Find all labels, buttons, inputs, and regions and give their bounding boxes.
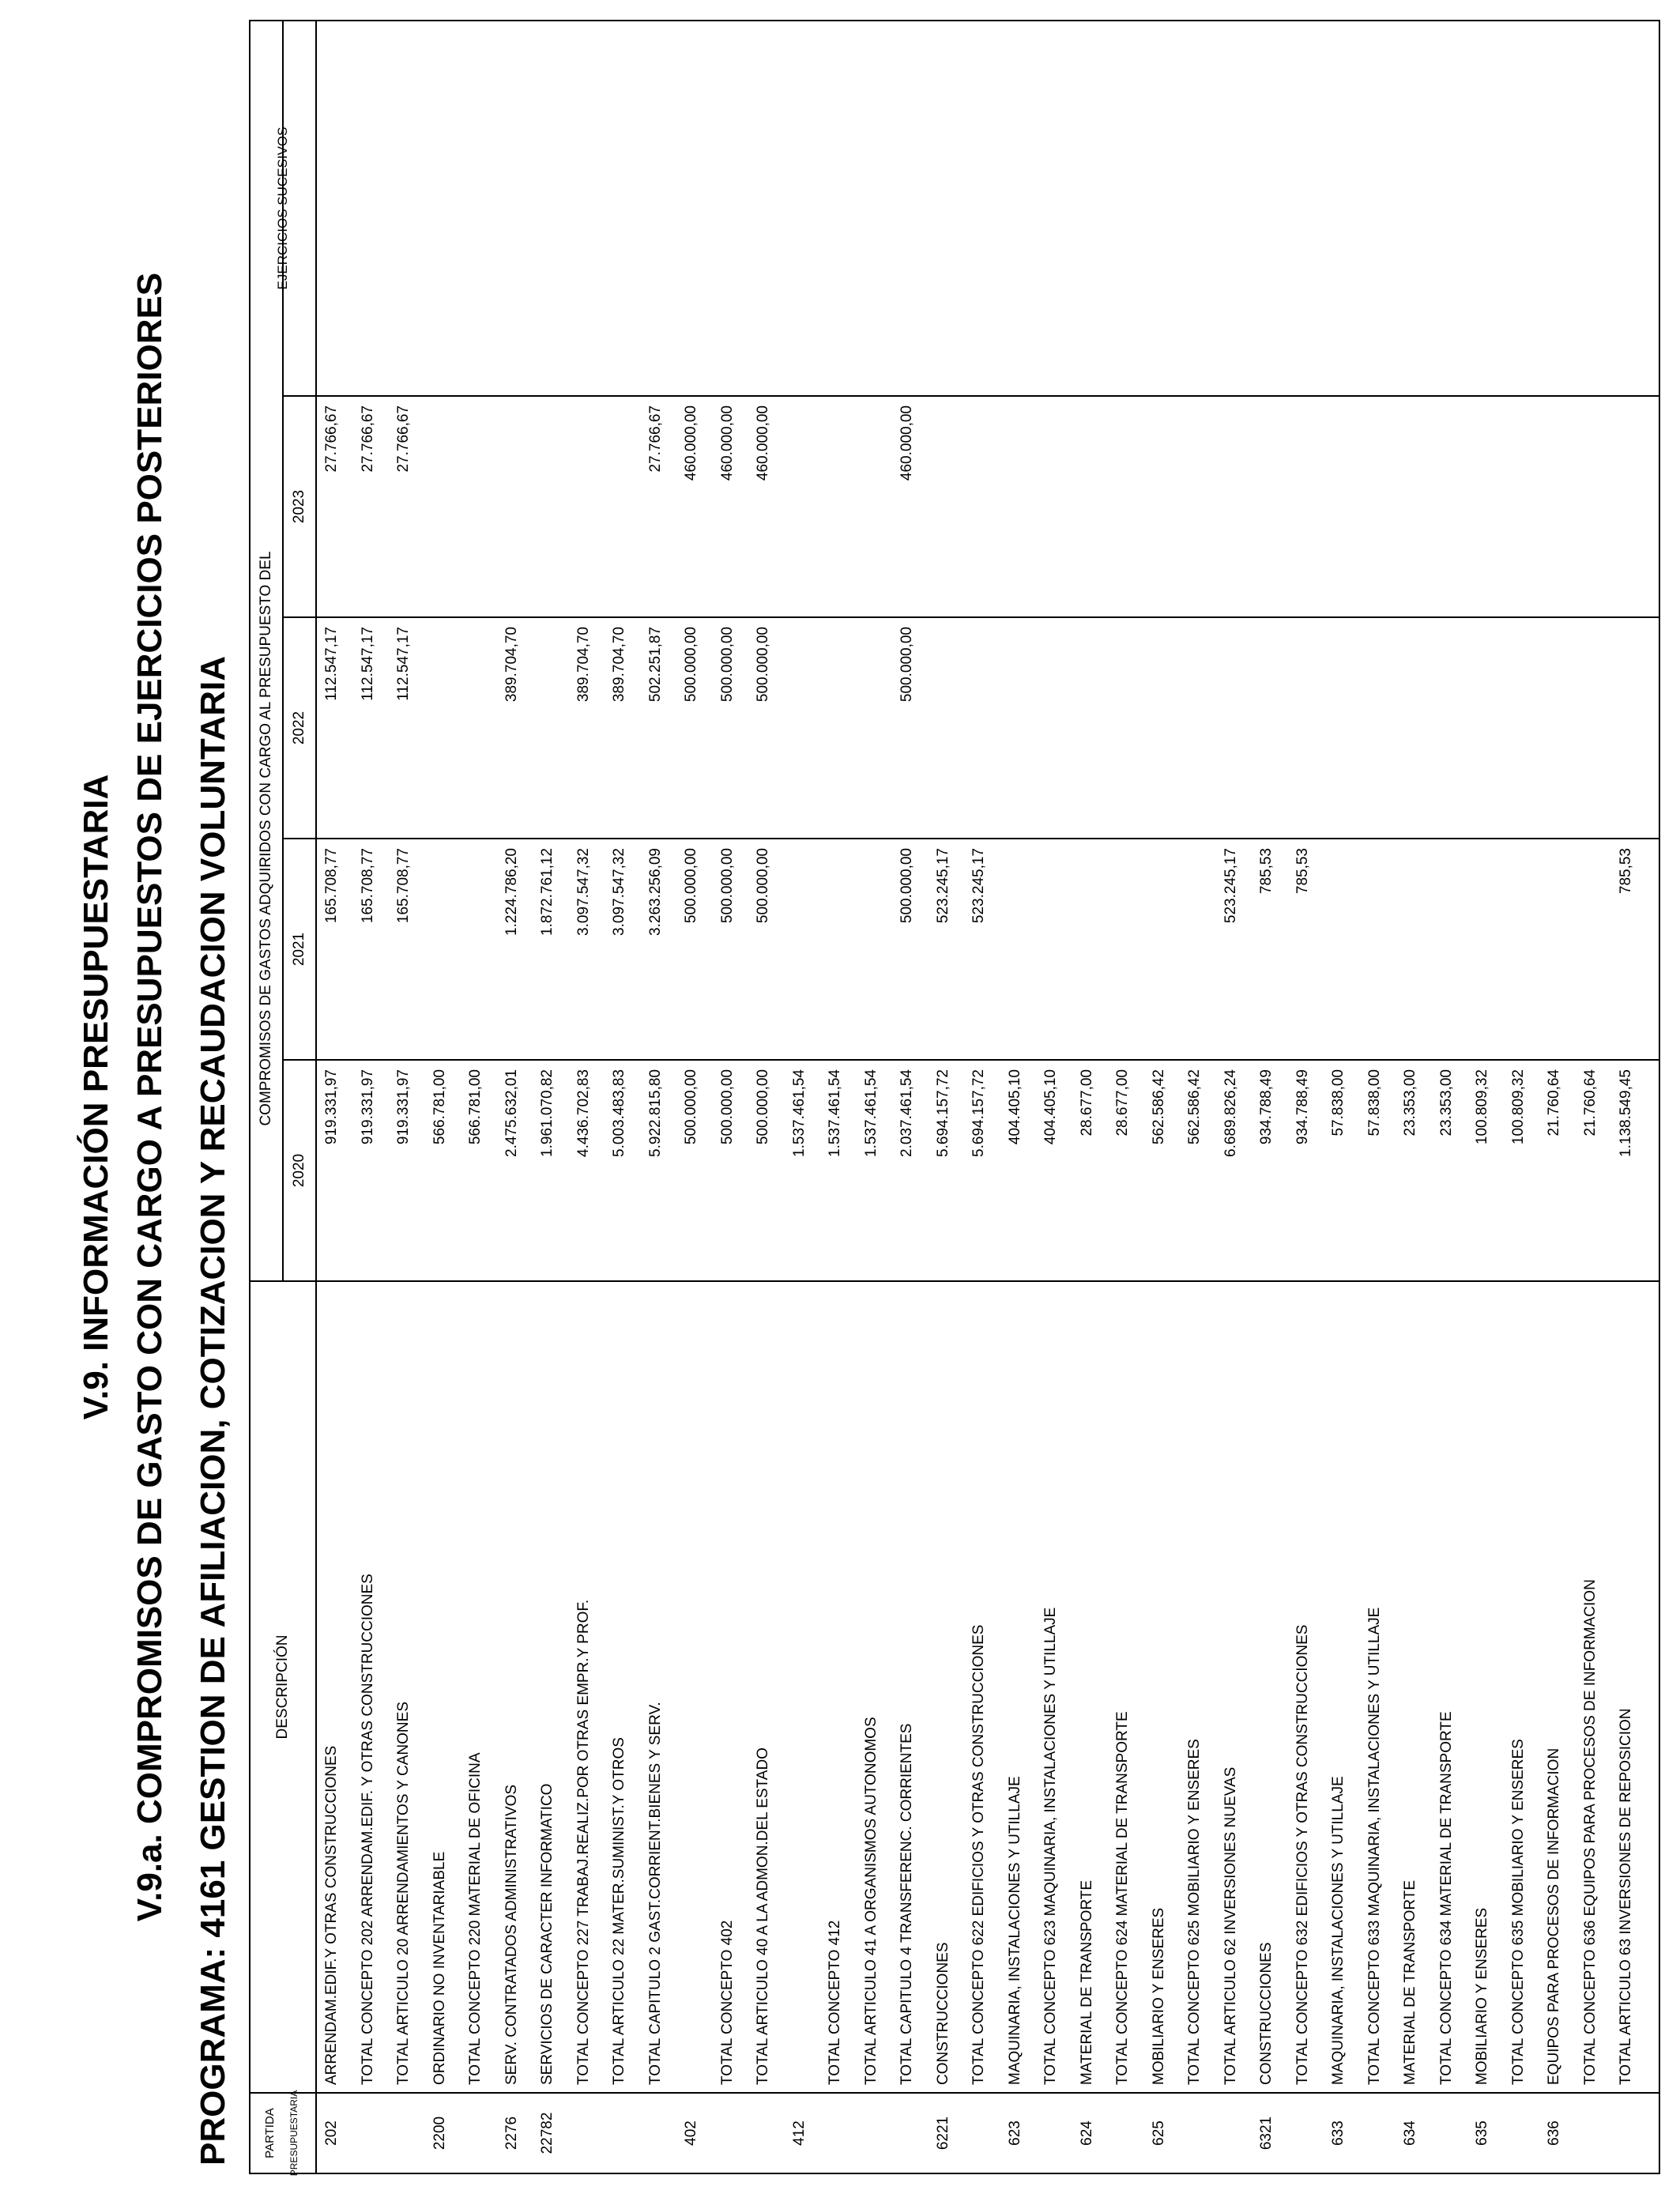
cell-v2020: 500.000,00 (755, 1069, 771, 1145)
cell-v2021: 500.000,00 (898, 848, 915, 924)
cell-descripcion: CONSTRUCCIONES (934, 1942, 951, 2085)
cell-partida: 202 (323, 2120, 340, 2146)
cell-v2020: 1.961.070,82 (539, 1069, 556, 1157)
cell-partida: 6321 (1258, 2116, 1275, 2151)
cell-descripcion: MATERIAL DE TRANSPORTE (1402, 1879, 1418, 2085)
header-2023: 2023 (291, 489, 307, 524)
cell-v2020: 23.353,00 (1402, 1069, 1418, 1137)
cell-descripcion: TOTAL CONCEPTO 633 MAQUINARIA, INSTALACIONES Y UTILLAJE (1365, 1607, 1383, 2085)
cell-partida: 2276 (503, 2116, 520, 2151)
cell-partida: 402 (683, 2120, 699, 2146)
cell-descripcion: TOTAL ARTICULO 62 INVERSIONES NUEVAS (1222, 1766, 1239, 2085)
cell-v2020: 934.788,49 (1294, 1069, 1311, 1145)
cell-descripcion: TOTAL CONCEPTO 636 EQUIPOS PARA PROCESOS DE INFORMACION (1581, 1579, 1599, 2085)
cell-descripcion: TOTAL CAPITULO 4 TRANSFERENC. CORRIENTES (898, 1723, 915, 2085)
cell-v2021: 500.000,00 (683, 848, 699, 924)
cell-descripcion: SERV. CONTRATADOS ADMINISTRATIVOS (503, 1784, 520, 2085)
cell-v2020: 566.781,00 (467, 1069, 484, 1145)
cell-v2023: 460.000,00 (683, 405, 699, 481)
cell-v2021: 165.708,77 (395, 848, 412, 924)
cell-v2020: 21.760,64 (1581, 1069, 1599, 1137)
cell-v2023: 460.000,00 (898, 405, 915, 481)
cell-partida: 625 (1150, 2120, 1167, 2146)
cell-v2023: 460.000,00 (755, 405, 771, 481)
cell-descripcion: TOTAL CONCEPTO 402 (718, 1920, 736, 2085)
cell-descripcion: TOTAL ARTICULO 63 INVERSIONES DE REPOSICION (1618, 1708, 1634, 2085)
cell-v2020: 2.037.461,54 (898, 1069, 915, 1157)
cell-v2021: 500.000,00 (755, 848, 771, 924)
cell-partida: 624 (1078, 2120, 1095, 2146)
cell-v2023: 27.766,67 (359, 405, 376, 473)
cell-v2020: 57.838,00 (1365, 1069, 1383, 1137)
cell-descripcion: SERVICIOS DE CARACTER INFORMATICO (539, 1783, 556, 2085)
cell-descripcion: ORDINARIO NO INVENTARIABLE (431, 1851, 448, 2085)
cell-v2022: 112.547,17 (395, 627, 412, 701)
header-sucesivos: EJERCICIOS SUCESIVOS (275, 126, 290, 290)
header-descripcion: DESCRIPCIÓN (274, 1634, 291, 1740)
cell-v2020: 23.353,00 (1437, 1069, 1455, 1137)
cell-v2020: 2.475.632,01 (503, 1069, 520, 1157)
cell-descripcion: MOBILIARIO Y ENSERES (1474, 1907, 1490, 2085)
cell-v2021: 785,53 (1258, 848, 1275, 895)
header-partida-2: PRESUPUESTARIA (288, 2090, 299, 2177)
cell-v2022: 502.251,87 (646, 627, 664, 703)
header-2022: 2022 (291, 711, 307, 745)
cell-v2023: 27.766,67 (323, 405, 340, 473)
cell-descripcion: MATERIAL DE TRANSPORTE (1078, 1879, 1095, 2085)
cell-descripcion: TOTAL CONCEPTO 220 MATERIAL DE OFICINA (467, 1752, 484, 2085)
cell-v2020: 100.809,32 (1474, 1069, 1490, 1145)
cell-v2020: 919.331,97 (395, 1069, 412, 1145)
cell-descripcion: MAQUINARIA, INSTALACIONES Y UTILLAJE (1006, 1776, 1023, 2085)
header-2021: 2021 (291, 932, 307, 967)
cell-descripcion: TOTAL CONCEPTO 412 (827, 1920, 843, 2085)
cell-descripcion: MAQUINARIA, INSTALACIONES Y UTILLAJE (1330, 1776, 1347, 2085)
cell-v2023: 460.000,00 (718, 405, 736, 481)
cell-v2020: 566.781,00 (431, 1069, 448, 1145)
cell-partida: 412 (790, 2120, 808, 2146)
cell-v2020: 28.677,00 (1114, 1069, 1131, 1137)
cell-v2021: 500.000,00 (718, 848, 736, 924)
cell-descripcion: MOBILIARIO Y ENSERES (1150, 1907, 1167, 2085)
cell-v2021: 523.245,17 (934, 848, 951, 924)
page-subtitle: V.9.a. COMPROMISOS DE GASTO CON CARGO A PRESUPUESTOS DE EJERCICIOS POSTERIORES (130, 272, 169, 1922)
cell-v2021: 523.245,17 (1222, 848, 1239, 924)
header-2020: 2020 (291, 1153, 307, 1188)
cell-v2020: 57.838,00 (1330, 1069, 1347, 1137)
cell-descripcion: TOTAL CONCEPTO 202 ARRENDAM.EDIF. Y OTRAS CONSTRUCCIONES (359, 1574, 376, 2085)
cell-v2020: 21.760,64 (1546, 1069, 1562, 1137)
cell-v2020: 28.677,00 (1078, 1069, 1095, 1137)
cell-v2020: 562.586,42 (1186, 1069, 1203, 1145)
cell-v2021: 3.263.256,09 (646, 848, 664, 936)
cell-v2020: 4.436.702,83 (574, 1069, 592, 1157)
cell-v2020: 919.331,97 (323, 1069, 340, 1145)
cell-v2021: 1.872.761,12 (539, 848, 556, 936)
cell-descripcion: TOTAL CONCEPTO 635 MOBILIARIO Y ENSERES (1509, 1739, 1527, 2085)
cell-partida: 633 (1330, 2120, 1347, 2146)
cell-v2022: 112.547,17 (359, 627, 376, 701)
cell-v2021: 165.708,77 (359, 848, 376, 924)
cell-partida: 635 (1474, 2120, 1490, 2146)
cell-v2021: 785,53 (1618, 848, 1634, 895)
cell-partida: 6221 (934, 2116, 951, 2151)
cell-v2021: 3.097.547,32 (611, 848, 627, 936)
cell-v2020: 562.586,42 (1150, 1069, 1167, 1145)
programa-heading: PROGRAMA: 4161 GESTION DE AFILIACION, COTIZACION Y RECAUDACION VOLUNTARIA (194, 655, 232, 2166)
cell-v2020: 5.694.157,72 (934, 1069, 951, 1157)
cell-descripcion: TOTAL CONCEPTO 632 EDIFICIOS Y OTRAS CONSTRUCCIONES (1294, 1624, 1311, 2085)
cell-v2020: 1.537.461,54 (862, 1069, 880, 1157)
cell-partida: 2200 (431, 2116, 448, 2151)
cell-v2021: 523.245,17 (970, 848, 987, 924)
cell-v2020: 404.405,10 (1042, 1069, 1059, 1145)
cell-partida: 22782 (539, 2112, 556, 2154)
cell-descripcion: CONSTRUCCIONES (1258, 1942, 1275, 2085)
cell-v2022: 500.000,00 (683, 627, 699, 703)
cell-v2022: 389.704,70 (503, 627, 520, 703)
cell-v2020: 5.694.157,72 (970, 1069, 987, 1157)
cell-v2022: 500.000,00 (755, 627, 771, 703)
cell-descripcion: TOTAL ARTICULO 22 MATER.SUMINIST.Y OTROS (611, 1737, 627, 2085)
cell-v2022: 112.547,17 (323, 627, 340, 701)
cell-v2020: 404.405,10 (1006, 1069, 1023, 1145)
cell-descripcion: TOTAL ARTICULO 20 ARRENDAMIENTOS Y CANONES (395, 1702, 412, 2085)
cell-v2020: 5.922.815,80 (646, 1069, 664, 1157)
cell-partida: 623 (1006, 2120, 1023, 2146)
cell-v2020: 500.000,00 (683, 1069, 699, 1145)
cell-descripcion: TOTAL ARTICULO 41 A ORGANISMOS AUTONOMOS (862, 1717, 880, 2085)
cell-v2021: 1.224.786,20 (503, 848, 520, 936)
cell-partida: 634 (1402, 2120, 1418, 2146)
cell-descripcion: TOTAL CAPITULO 2 GAST.CORRIENT.BIENES Y SERV. (646, 1702, 664, 2085)
cell-descripcion: TOTAL CONCEPTO 623 MAQUINARIA, INSTALACIONES Y UTILLAJE (1042, 1607, 1059, 2085)
cell-descripcion: TOTAL CONCEPTO 634 MATERIAL DE TRANSPORTE (1437, 1711, 1455, 2085)
cell-v2022: 500.000,00 (898, 627, 915, 703)
cell-descripcion: TOTAL ARTICULO 40 A LA ADMON.DEL ESTADO (755, 1747, 771, 2085)
cell-v2020: 500.000,00 (718, 1069, 736, 1145)
cell-v2023: 27.766,67 (395, 405, 412, 473)
cell-descripcion: TOTAL CONCEPTO 227 TRABAJ.REALIZ.POR OTRAS EMPR.Y PROF. (574, 1599, 592, 2085)
cell-v2021: 785,53 (1294, 848, 1311, 895)
cell-v2020: 919.331,97 (359, 1069, 376, 1145)
cell-v2020: 1.138.549,45 (1618, 1069, 1634, 1157)
header-partida-1: PARTIDA (263, 2108, 277, 2158)
cell-v2020: 100.809,32 (1509, 1069, 1527, 1145)
cell-v2022: 500.000,00 (718, 627, 736, 703)
cell-v2021: 165.708,77 (323, 848, 340, 924)
cell-partida: 636 (1546, 2120, 1562, 2146)
cell-v2020: 1.537.461,54 (827, 1069, 843, 1157)
cell-v2020: 6.689.826,24 (1222, 1069, 1239, 1157)
cell-v2022: 389.704,70 (574, 627, 592, 703)
cell-descripcion: EQUIPOS PARA PROCESOS DE INFORMACION (1546, 1747, 1562, 2085)
cell-v2021: 3.097.547,32 (574, 848, 592, 936)
cell-descripcion: TOTAL CONCEPTO 624 MATERIAL DE TRANSPORTE (1114, 1711, 1131, 2085)
cell-descripcion: ARRENDAM.EDIF.Y OTRAS CONSTRUCCIONES (323, 1745, 340, 2085)
cell-v2020: 5.003.483,83 (611, 1069, 627, 1157)
cell-v2022: 389.704,70 (611, 627, 627, 703)
page-title: V.9. INFORMACIÓN PRESUPUESTARIA (77, 774, 115, 1420)
cell-v2023: 27.766,67 (646, 405, 664, 473)
cell-v2020: 1.537.461,54 (790, 1069, 808, 1157)
cell-v2020: 934.788,49 (1258, 1069, 1275, 1145)
header-compromisos: COMPROMISOS DE GASTOS ADQUIRIDOS CON CARGO AL PRESUPUESTO DEL (258, 551, 274, 1126)
cell-descripcion: TOTAL CONCEPTO 622 EDIFICIOS Y OTRAS CONSTRUCCIONES (970, 1624, 987, 2085)
cell-descripcion: TOTAL CONCEPTO 625 MOBILIARIO Y ENSERES (1186, 1739, 1203, 2085)
